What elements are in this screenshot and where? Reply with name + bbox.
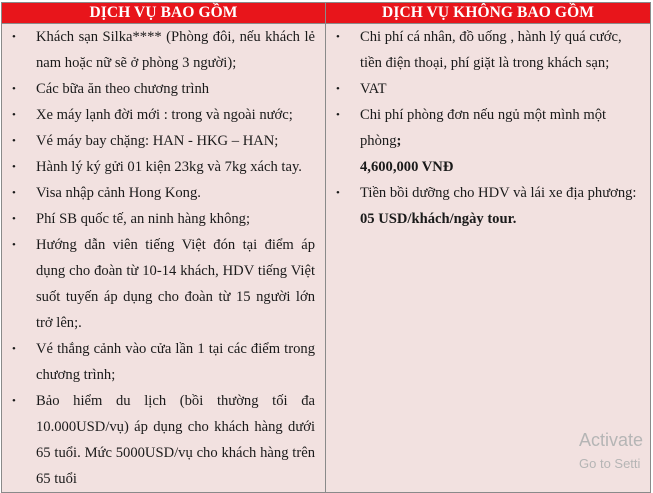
excluded-service-item <box>326 180 650 232</box>
included-service-item <box>2 206 325 232</box>
included-service-item <box>2 336 325 388</box>
included-service-item <box>2 388 325 492</box>
included-service-item <box>2 180 325 206</box>
included-service-text: Hành lý ký gửi 01 kiện 23kg và 7kg xách tay. <box>36 159 302 175</box>
bullet-icon: • <box>12 161 16 173</box>
tour-services-table <box>1 2 651 493</box>
excluded-service-text: VAT <box>360 81 387 97</box>
excluded-service-text: Chi phí phòng đơn nếu ngủ một mình một phòng <box>360 107 607 149</box>
bullet-icon: • <box>12 239 16 251</box>
bullet-icon: • <box>336 109 340 121</box>
excluded-service-text: Tiền bồi dưỡng cho HDV và lái xe địa phương: <box>360 185 637 201</box>
excluded-service-item <box>326 24 650 76</box>
bullet-icon: • <box>12 83 16 95</box>
bullet-icon: • <box>12 395 16 407</box>
excluded-service-text: Chi phí cá nhân, đồ uống , hành lý quá cước, tiền điện thoại, phí giặt là trong khách sạn; <box>360 29 622 71</box>
included-service-text: Các bữa ăn theo chương trình <box>36 81 210 97</box>
bullet-icon: • <box>12 135 16 147</box>
excluded-service-item <box>326 102 650 180</box>
included-service-text: Vé máy bay chặng: HAN - HKG – HAN; <box>36 133 279 149</box>
included-services-list <box>2 24 325 492</box>
bullet-icon: • <box>12 187 16 199</box>
excluded-services-list <box>326 24 650 232</box>
excluded-service-emphasis: ; 4,600,000 VNĐ <box>360 133 454 175</box>
included-service-text: Xe máy lạnh đời mới : trong và ngoài nước; <box>36 107 293 123</box>
included-service-text: Bảo hiểm du lịch (bồi thường tối đa 10.000USD/vụ) áp dụng cho khách hàng dưới 65 tuổi. Mức 5000USD/vụ cho khách hàng trên 65 tuổi <box>36 393 315 487</box>
included-services-header: DỊCH VỤ BAO GỒM <box>2 3 326 24</box>
included-service-text: Vé thắng cảnh vào cửa lần 1 tại các điểm trong chương trình; <box>36 341 315 383</box>
bullet-icon: • <box>336 187 340 199</box>
included-service-text: Hướng dẫn viên tiếng Việt đón tại điểm áp dụng cho đoàn từ 10-14 khách, HDV tiếng Việt suốt tuyến áp dụng cho đoàn từ 15 người lớn trở lên;. <box>36 237 315 331</box>
included-service-item <box>2 154 325 180</box>
included-service-item <box>2 24 325 76</box>
bullet-icon: • <box>336 31 340 43</box>
bullet-icon: • <box>12 343 16 355</box>
included-service-text: Phí SB quốc tế, an ninh hàng không; <box>36 211 251 227</box>
included-service-text: Khách sạn Silka**** (Phòng đôi, nếu khách lẻ nam hoặc nữ sẽ ở phòng 3 người); <box>36 29 315 71</box>
bullet-icon: • <box>12 109 16 121</box>
excluded-services-header: DỊCH VỤ KHÔNG BAO GỒM <box>326 3 651 24</box>
included-services-cell <box>2 24 326 493</box>
included-service-item <box>2 76 325 102</box>
included-service-item <box>2 128 325 154</box>
excluded-services-cell <box>326 24 651 493</box>
bullet-icon: • <box>12 213 16 225</box>
activate-windows-watermark-subtitle: Go to Setti <box>579 456 641 471</box>
included-service-text: Visa nhập cảnh Hong Kong. <box>36 185 201 201</box>
included-service-item <box>2 102 325 128</box>
bullet-icon: • <box>12 31 16 43</box>
included-service-item <box>2 232 325 336</box>
bullet-icon: • <box>336 83 340 95</box>
activate-windows-watermark-title: Activate <box>579 430 644 450</box>
excluded-service-item <box>326 76 650 102</box>
excluded-service-emphasis: 05 USD/khách/ngày tour. <box>360 211 517 227</box>
